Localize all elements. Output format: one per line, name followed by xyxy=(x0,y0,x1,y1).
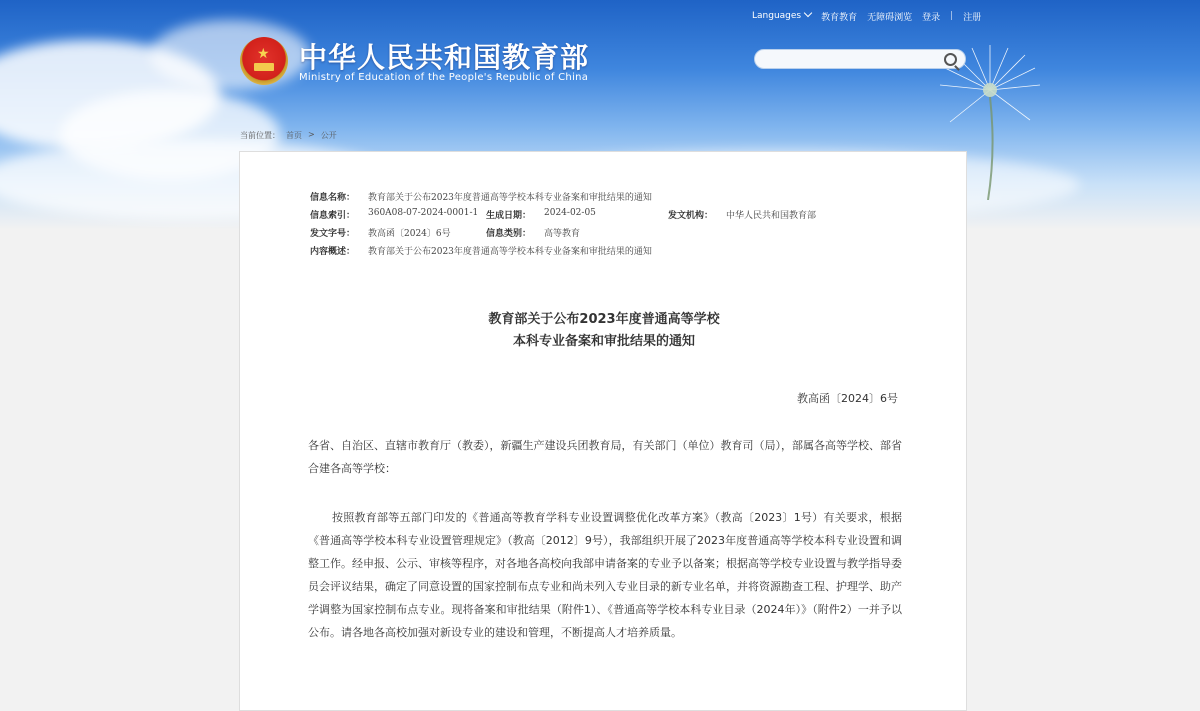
meta-label: 生成日期： xyxy=(486,211,532,221)
document-addressee: 各省、自治区、直辖市教育厅（教委），新疆生产建设兵团教育局，有关部门（单位）教育司（局），部属各高等学校、部省合建各高等学校： xyxy=(308,439,902,475)
meta-label: 信息索引： xyxy=(310,211,356,221)
register-link[interactable]: 注册 xyxy=(963,12,982,23)
login-link[interactable]: 登录 xyxy=(922,12,941,23)
meta-value: 教育部关于公布2023年度普通高等学校本科专业备案和审批结果的通知 xyxy=(368,193,652,203)
breadcrumb xyxy=(240,130,337,141)
gate-icon xyxy=(254,63,274,71)
languages-link[interactable] xyxy=(752,11,811,21)
national-emblem-logo xyxy=(240,37,288,85)
breadcrumb-label: 当前位置： xyxy=(240,131,280,140)
site-subtitle: Ministry of Education of the People's Republic of China xyxy=(299,72,589,83)
document-title xyxy=(240,309,968,353)
languages-label: Languages xyxy=(752,11,802,21)
meta-value: 高等教育 xyxy=(544,229,581,239)
document-panel xyxy=(239,151,967,711)
document-number: 教高函〔2024〕6号 xyxy=(797,392,898,405)
meta-value: 360A08-07-2024-0001-1 xyxy=(368,208,479,218)
breadcrumb-item-home[interactable]: 首页 xyxy=(286,131,302,140)
nav-link[interactable]: 教育教育 xyxy=(821,12,858,23)
meta-label: 内容概述： xyxy=(310,247,356,257)
site-title[interactable]: 中华人民共和国教育部 xyxy=(299,41,590,74)
accessibility-link[interactable]: 无障碍浏览 xyxy=(867,12,913,23)
meta-value: 教育部关于公布2023年度普通高等学校本科专业备案和审批结果的通知 xyxy=(368,247,652,257)
search-icon[interactable] xyxy=(944,53,957,66)
breadcrumb-item-public[interactable]: 公开 xyxy=(320,131,337,140)
meta-value: 中华人民共和国教育部 xyxy=(726,211,817,221)
chevron-down-icon xyxy=(804,9,812,17)
meta-value: 2024-02-05 xyxy=(544,208,596,218)
top-navigation xyxy=(752,9,981,23)
document-paragraph: 按照教育部等五部门印发的《普通高等教育学科专业设置调整优化改革方案》（教高〔2023〕1号）有关要求，根据《普通高等学校本科专业设置管理规定》（教高〔2012〕9号），我部组织开展了2023年度普通高等学校本科专业设置和调整工作。经申报、公示、审核等程序，对各地各高校向我部申请备案的专业予以备案；根据高等学校专业设置与教学指导委员会评议结果，确定了同意设置的国家控制布点专业和尚未列入专业目录的新专业名单，并将资源勘查工程、护理学、助产学调整为国家控制布点专业。现将备案和审批结果（附件1）、《普通高等学校本科专业目录（2024年）》（附件2）一并予以公布。请各地各高校加强对新设专业的建设和管理，不断提高人才培养质量。 xyxy=(308,511,902,639)
document-title-line: 教育部关于公布2023年度普通高等学校 xyxy=(488,312,720,327)
search-input[interactable] xyxy=(754,49,966,69)
divider: | xyxy=(950,11,954,21)
meta-label: 信息类别： xyxy=(486,229,532,239)
meta-label: 信息名称： xyxy=(310,193,356,203)
document-title-line: 本科专业备案和审批结果的通知 xyxy=(512,334,695,349)
meta-label: 发文机构： xyxy=(668,211,714,221)
star-icon: ★ xyxy=(257,46,270,62)
meta-label: 发文字号： xyxy=(310,229,356,239)
meta-value: 教高函〔2024〕6号 xyxy=(368,229,451,239)
breadcrumb-separator: > xyxy=(308,130,315,139)
